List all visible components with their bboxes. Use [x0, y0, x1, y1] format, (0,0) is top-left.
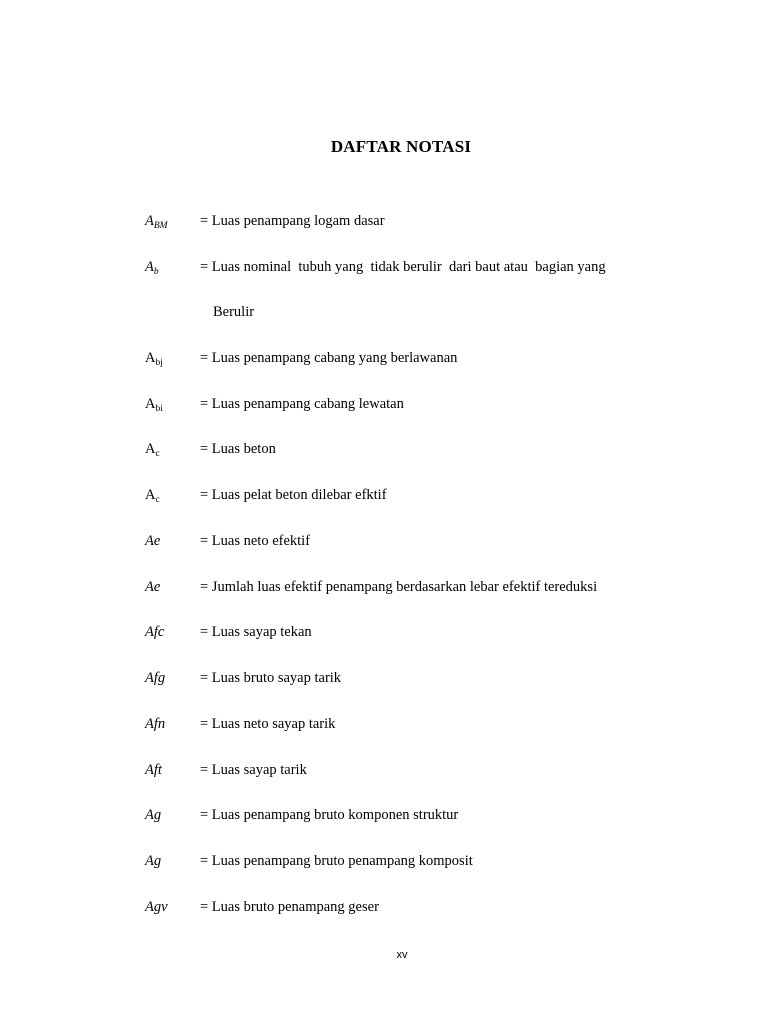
notation-row — [0, 441, 768, 465]
notation-row — [0, 670, 768, 694]
notation-symbol — [145, 213, 168, 231]
symbol-base: A — [145, 487, 156, 503]
symbol-base: A — [145, 441, 156, 457]
notation-definition: = Luas penampang cabang lewatan — [200, 396, 404, 412]
notation-definition: = Luas sayap tarik — [200, 762, 307, 778]
notation-definition: = Luas bruto penampang geser — [200, 899, 379, 915]
notation-row — [0, 807, 768, 831]
notation-symbol — [145, 350, 163, 368]
notation-definition: = Luas penampang logam dasar — [200, 213, 385, 229]
symbol-subscript: c — [155, 495, 160, 505]
notation-definition: = Luas penampang cabang yang berlawanan — [200, 350, 458, 366]
notation-symbol — [145, 396, 163, 414]
notation-symbol: Ae — [145, 533, 161, 549]
notation-definition: = Luas penampang bruto penampang komposit — [200, 853, 473, 869]
symbol-base: A — [145, 396, 156, 412]
notation-definition: = Luas bruto sayap tarik — [200, 670, 342, 686]
notation-symbol: Afn — [145, 716, 166, 732]
notation-definition: = Jumlah luas efektif penampang berdasarkan lebar efektif tereduksi — [200, 579, 598, 595]
notation-symbol — [145, 441, 160, 459]
notation-row — [0, 716, 768, 740]
notation-symbol — [145, 259, 159, 277]
symbol-subscript: c — [155, 449, 160, 459]
notation-row — [0, 487, 768, 511]
notation-row — [0, 533, 768, 557]
notation-definition: = Luas sayap tekan — [200, 624, 312, 640]
symbol-subscript: BM — [153, 221, 168, 231]
notation-row — [0, 213, 768, 237]
notation-row — [0, 579, 768, 603]
notation-definition: = Luas neto sayap tarik — [200, 716, 336, 732]
notation-symbol: Afg — [145, 670, 166, 686]
notation-symbol: Afc — [145, 624, 165, 640]
notation-row — [0, 853, 768, 877]
notation-definition: = Luas neto efektif — [200, 533, 311, 549]
symbol-subscript: bi — [155, 404, 163, 414]
notation-symbol: Aft — [145, 762, 162, 778]
notation-row — [0, 259, 768, 283]
symbol-base: A — [145, 213, 154, 229]
notation-definition: = Luas nominal tubuh yang tidak berulir dari baut atau bagian yang — [200, 259, 606, 275]
notation-symbol: Ag — [145, 853, 162, 869]
notation-continuation-row — [0, 304, 768, 328]
notation-symbol: Ae — [145, 579, 161, 595]
symbol-subscript: bj — [155, 358, 163, 368]
symbol-base: A — [145, 259, 154, 275]
notation-row — [0, 350, 768, 374]
notation-row — [0, 899, 768, 923]
notation-row — [0, 624, 768, 648]
notation-row — [0, 396, 768, 420]
notation-definition: = Luas pelat beton dilebar efktif — [200, 487, 387, 503]
symbol-subscript: b — [153, 267, 159, 277]
notation-definition: = Luas beton — [200, 441, 276, 457]
notation-definition-continuation: Berulir — [213, 304, 255, 320]
notation-symbol — [145, 487, 160, 505]
symbol-base: A — [145, 350, 156, 366]
page-number: xv — [396, 949, 408, 961]
page-title: DAFTAR NOTASI — [330, 137, 472, 156]
notation-symbol: Agv — [145, 899, 168, 915]
notation-row — [0, 762, 768, 786]
notation-definition: = Luas penampang bruto komponen struktur — [200, 807, 459, 823]
notation-symbol: Ag — [145, 807, 162, 823]
